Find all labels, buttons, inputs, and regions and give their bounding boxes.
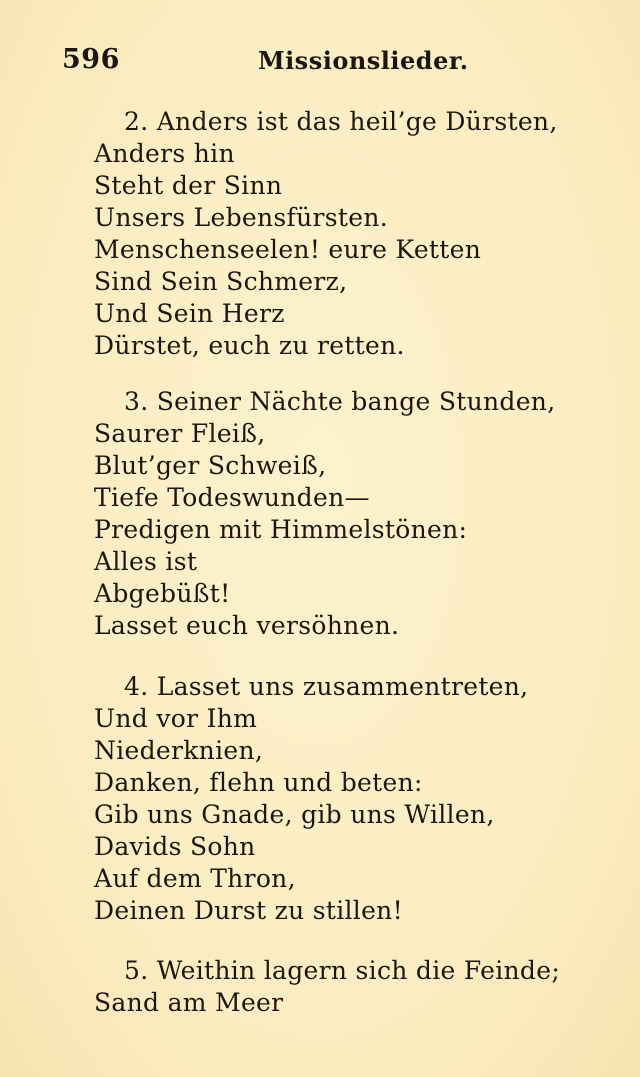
verse-line: Tiefe Todeswunden— [94,483,370,512]
page-header [62,44,469,84]
verse-line: Sand am Meer [94,988,284,1017]
verse-line: Unsers Lebensfürsten. [94,203,388,232]
verse-line: Steht der Sinn [94,171,283,200]
verse-line: Und Sein Herz [94,299,285,328]
verse-line: Deinen Durst zu stillen! [94,896,403,925]
verse-line: Blut’ger Schweiß, [94,451,327,480]
running-head: Missionslieder. [258,46,469,75]
verse-line: 2. Anders ist das heil’ge Dürsten, [124,107,558,136]
verse-line: 4. Lasset uns zusammentreten, [124,672,529,701]
verse-line: Auf dem Thron, [94,864,296,893]
verse-line: Danken, flehn und beten: [94,768,423,797]
verse-line: Anders hin [94,139,235,168]
verse-line: Und vor Ihm [94,704,258,733]
verse-line: Sind Sein Schmerz, [94,267,348,296]
verse-line: Predigen mit Himmelstönen: [94,515,468,544]
verse-line: Menschenseelen! eure Ketten [94,235,482,264]
verse-line: Abgebüßt! [94,579,231,608]
verse-line: 3. Seiner Nächte bange Stunden, [124,387,556,416]
verse-line: Lasset euch versöhnen. [94,611,400,640]
verse-line: 5. Weithin lagern sich die Feinde; [124,956,561,985]
page-number: 596 [62,44,120,75]
verse-line: Davids Sohn [94,832,256,861]
verse-line: Saurer Fleiß, [94,419,266,448]
verse-line: Dürstet, euch zu retten. [94,331,405,360]
verse-line: Alles ist [94,547,198,576]
verse-line: Niederknien, [94,736,264,765]
verse-line: Gib uns Gnade, gib uns Willen, [94,800,495,829]
